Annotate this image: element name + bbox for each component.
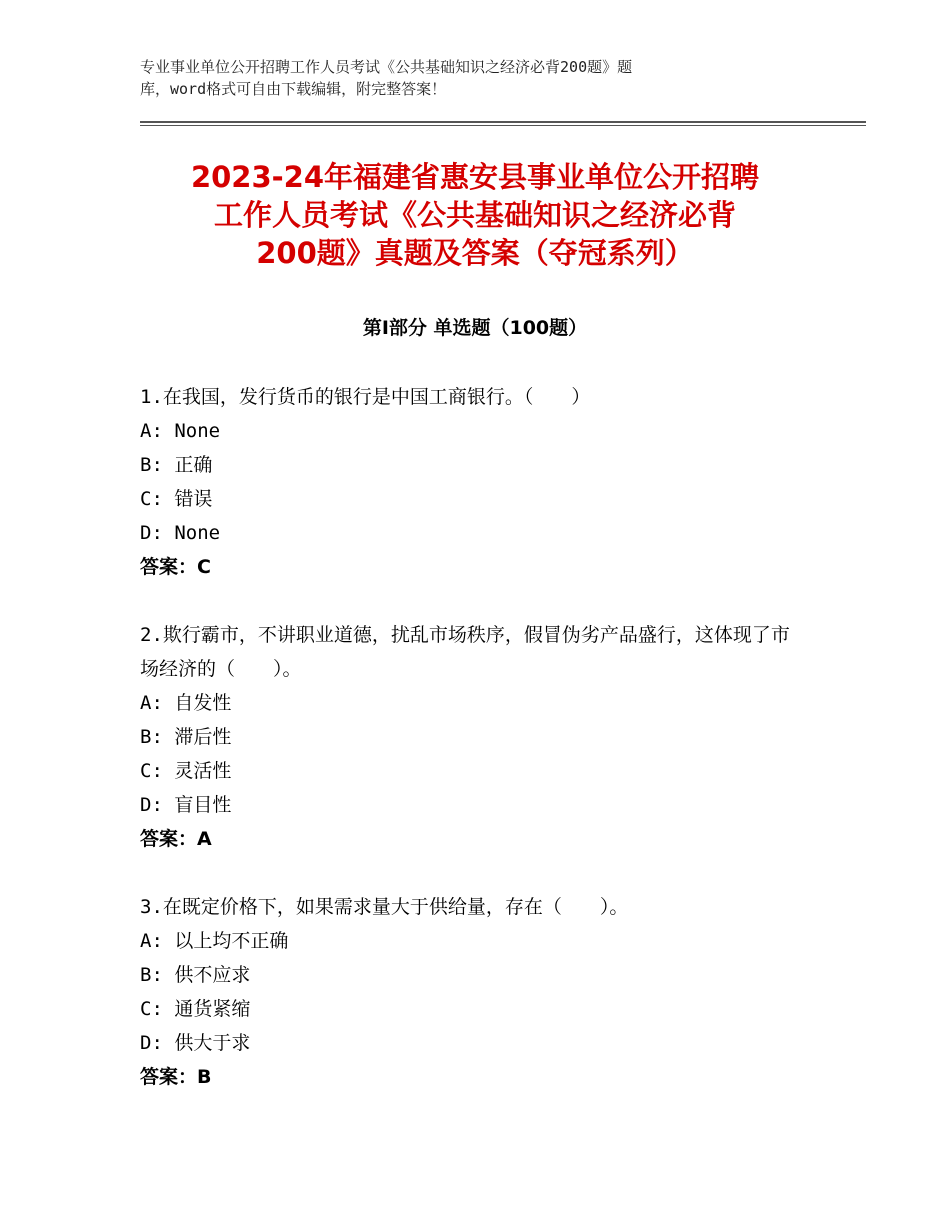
question-text: 1.在我国，发行货币的银行是中国工商银行。（ ） [140,386,591,408]
option-c: C: 错误 [140,488,213,510]
option-c: C: 灵活性 [140,760,232,782]
header-divider-thin [140,125,866,126]
option-d: D: 盲目性 [140,794,232,816]
option-d: D: None [140,522,221,544]
document-title-line: 2023-24年福建省惠安县事业单位公开招聘 [190,160,760,194]
question-item [140,380,800,584]
option-b: B: 滞后性 [140,726,232,748]
option-c: C: 通货紧缩 [140,998,251,1020]
question-item [140,890,800,1094]
header-note: 专业事业单位公开招聘工作人员考试《公共基础知识之经济必背200题》题 库，word格式可自由下载编辑，附完整答案！ [140,58,633,98]
option-d: D: 供大于求 [140,1032,251,1054]
answer-label: 答案：C [140,556,211,578]
header-divider-thick [140,121,866,123]
document-title [100,158,850,272]
option-b: B: 供不应求 [140,964,251,986]
option-a: A: None [140,420,221,442]
document-title-line: 工作人员考试《公共基础知识之经济必背 [213,198,736,232]
option-b: B: 正确 [140,454,213,476]
option-a: A: 以上均不正确 [140,930,289,952]
question-list [140,380,800,1128]
question-item [140,618,800,856]
option-a: A: 自发性 [140,692,232,714]
document-title-line: 200题》真题及答案（夺冠系列） [256,236,694,270]
answer-label: 答案：A [140,828,212,850]
section-title: 第Ⅰ部分 单选题（100题） [362,317,588,339]
question-text: 2.欺行霸市，不讲职业道德，扰乱市场秩序，假冒伪劣产品盛行，这体现了市场经济的（ ）。 [140,624,790,680]
answer-label: 答案：B [140,1066,212,1088]
question-text: 3.在既定价格下，如果需求量大于供给量，存在（ ）。 [140,896,629,918]
